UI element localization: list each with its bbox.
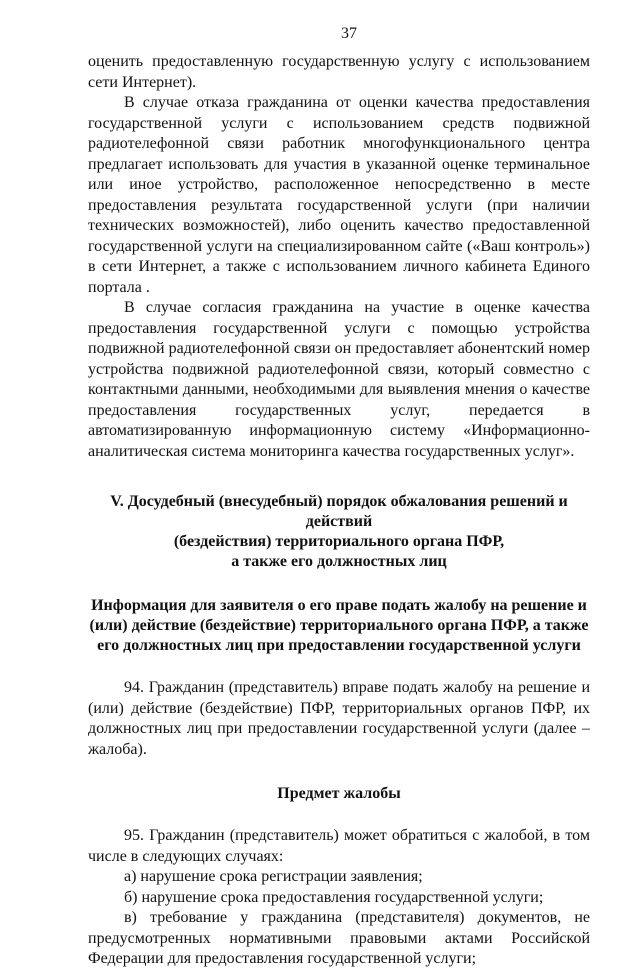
spacer — [88, 656, 590, 678]
paragraph-continuation: оценить предоставленную государственную услугу с использованием сети Интернет). — [88, 53, 590, 91]
paragraph-refusal-of-assessment: В случае отказа гражданина от оценки качества предоставления государственной услуги с использованием средств подвижной радиотелефонной связи работник многофункционального центра предлагает использовать для участия в указанной оценке терминальное или иное устройство, расположенное непосредственно в месте предоставления результата государственной услуги (при наличии технических возможностей), либо оценить качество предоставленной государственной услуги на специализированном сайте («Ваш контроль») в сети Интернет, а также с использованием личного кабинета Единого портала . — [88, 94, 590, 296]
spacer — [88, 462, 590, 492]
info-heading-line-3: его должностных лиц при предоставлении государственной услуги — [97, 637, 581, 654]
spacer — [88, 572, 590, 596]
info-heading — [88, 596, 590, 656]
section-v-heading-line-2: (бездействия) территориального органа ПФР, — [173, 533, 505, 550]
paragraph-consent-to-assessment: В случае согласия гражданина на участие в оценке качества предоставления государственной услуги с помощью устройства подвижной радиотелефонной связи он предоставляет абонентский номер устройства подвижной радиотелефонной связи, который совместно с контактными данными, необходимыми для выявления мнения о качестве предоставления государственных услуг, передается в автоматизированную информационную систему «Информационно-аналитическая система мониторинга качества государственных услуг». — [88, 299, 590, 460]
info-heading-line-2: (или) действие (бездействие) территориального органа ПФР, а также — [89, 617, 589, 634]
list-item-b: б) нарушение срока предоставления государственной услуги; — [124, 888, 544, 906]
page-number: 37 — [341, 25, 357, 42]
paragraph-94: 94. Гражданин (представитель) вправе подать жалобу на решение и (или) действие (бездействие) ПФР, территориальных органов ПФР, их должностных лиц при предоставлении государственной услуги (далее – жалоба). — [88, 679, 590, 758]
section-v-heading — [88, 492, 590, 572]
spacer — [88, 804, 590, 826]
section-v-heading-line-1: V. Досудебный (внесудебный) порядок обжалования решений и действий — [110, 493, 568, 530]
paragraph-95: 95. Гражданин (представитель) может обратиться с жалобой, в том числе в следующих случаях: — [88, 827, 590, 865]
list-item-v: в) требование у гражданина (представителя) документов, не предусмотренных нормативными правовыми актами Российской Федерации для предоставления государственной услуги; — [88, 909, 590, 967]
list-item-a: а) нарушение срока регистрации заявления; — [124, 868, 423, 885]
section-v-heading-line-3: а также его должностных лиц — [231, 553, 447, 570]
subject-heading: Предмет жалобы — [277, 785, 401, 802]
spacer — [88, 760, 590, 784]
info-heading-line-1: Информация для заявителя о его праве подать жалобу на решение и — [91, 597, 587, 614]
